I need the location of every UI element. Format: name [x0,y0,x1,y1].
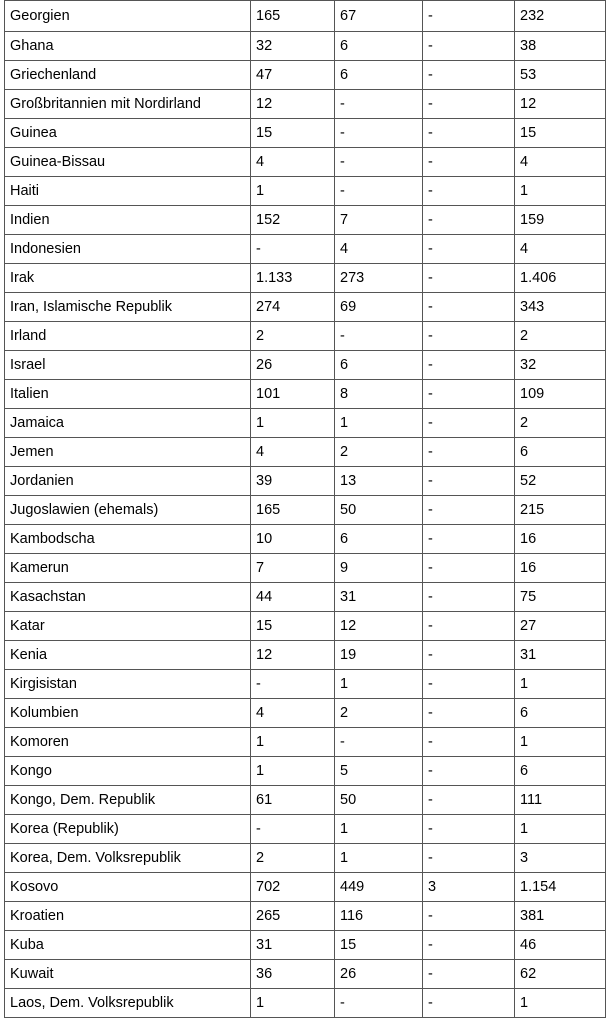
value-cell-1: 1 [251,989,335,1018]
value-cell-2: 5 [335,757,423,786]
country-cell: Kroatien [5,902,251,931]
value-cell-3: - [423,931,515,960]
total-cell: 111 [515,786,606,815]
total-cell: 1.154 [515,873,606,902]
value-cell-3: - [423,641,515,670]
country-cell: Korea (Republik) [5,815,251,844]
value-cell-3: - [423,148,515,177]
value-cell-1: - [251,235,335,264]
value-cell-3: - [423,786,515,815]
value-cell-3: - [423,61,515,90]
value-cell-2: 449 [335,873,423,902]
value-cell-2: 67 [335,1,423,32]
value-cell-2: 50 [335,496,423,525]
value-cell-3: - [423,409,515,438]
table-row [5,1,606,32]
value-cell-1: 26 [251,351,335,380]
value-cell-1: 15 [251,612,335,641]
value-cell-3: - [423,815,515,844]
total-cell: 38 [515,32,606,61]
value-cell-1: 44 [251,583,335,612]
value-cell-2: 31 [335,583,423,612]
table-body [5,1,606,1018]
country-cell: Jordanien [5,467,251,496]
table-row [5,612,606,641]
value-cell-3: - [423,322,515,351]
total-cell: 75 [515,583,606,612]
value-cell-2: 2 [335,438,423,467]
value-cell-1: 702 [251,873,335,902]
total-cell: 52 [515,467,606,496]
country-cell: Irak [5,264,251,293]
value-cell-2: 6 [335,61,423,90]
value-cell-2: - [335,90,423,119]
value-cell-1: 7 [251,554,335,583]
table-row [5,989,606,1018]
total-cell: 46 [515,931,606,960]
value-cell-3: - [423,206,515,235]
value-cell-2: - [335,119,423,148]
table-row [5,641,606,670]
table-row [5,119,606,148]
table-row [5,786,606,815]
total-cell: 232 [515,1,606,32]
table-row [5,699,606,728]
table-row [5,264,606,293]
country-cell: Griechenland [5,61,251,90]
value-cell-3: - [423,583,515,612]
total-cell: 343 [515,293,606,322]
total-cell: 159 [515,206,606,235]
value-cell-3: - [423,960,515,989]
value-cell-3: - [423,496,515,525]
value-cell-1: 274 [251,293,335,322]
total-cell: 1 [515,815,606,844]
value-cell-2: 15 [335,931,423,960]
value-cell-3: - [423,728,515,757]
total-cell: 3 [515,844,606,873]
country-cell: Israel [5,351,251,380]
table-row [5,322,606,351]
country-cell: Kambodscha [5,525,251,554]
table-row [5,554,606,583]
country-cell: Indien [5,206,251,235]
value-cell-2: 1 [335,844,423,873]
country-cell: Kasachstan [5,583,251,612]
value-cell-3: - [423,293,515,322]
value-cell-3: - [423,119,515,148]
table-row [5,380,606,409]
statistics-table-container [4,0,606,1018]
country-cell: Kuba [5,931,251,960]
table-row [5,409,606,438]
country-cell: Ghana [5,32,251,61]
value-cell-2: 273 [335,264,423,293]
total-cell: 4 [515,148,606,177]
country-cell: Guinea-Bissau [5,148,251,177]
table-row [5,467,606,496]
value-cell-2: 2 [335,699,423,728]
value-cell-3: - [423,264,515,293]
country-cell: Kosovo [5,873,251,902]
country-cell: Irland [5,322,251,351]
table-row [5,844,606,873]
value-cell-2: 13 [335,467,423,496]
value-cell-1: 152 [251,206,335,235]
country-cell: Georgien [5,1,251,32]
value-cell-1: 36 [251,960,335,989]
table-row [5,873,606,902]
value-cell-3: - [423,467,515,496]
value-cell-2: 7 [335,206,423,235]
value-cell-2: 69 [335,293,423,322]
value-cell-2: 8 [335,380,423,409]
table-row [5,496,606,525]
total-cell: 215 [515,496,606,525]
value-cell-1: 61 [251,786,335,815]
table-row [5,583,606,612]
value-cell-3: - [423,670,515,699]
value-cell-1: 4 [251,699,335,728]
table-row [5,90,606,119]
value-cell-3: - [423,380,515,409]
country-cell: Italien [5,380,251,409]
value-cell-3: - [423,525,515,554]
value-cell-1: 15 [251,119,335,148]
value-cell-1: 2 [251,844,335,873]
value-cell-2: 1 [335,409,423,438]
value-cell-1: 2 [251,322,335,351]
country-cell: Kirgisistan [5,670,251,699]
country-statistics-table [4,0,606,1018]
country-cell: Kamerun [5,554,251,583]
value-cell-2: 19 [335,641,423,670]
total-cell: 32 [515,351,606,380]
value-cell-2: 6 [335,525,423,554]
table-row [5,960,606,989]
value-cell-3: - [423,1,515,32]
country-cell: Kongo, Dem. Republik [5,786,251,815]
value-cell-2: 1 [335,815,423,844]
table-row [5,670,606,699]
table-row [5,206,606,235]
total-cell: 15 [515,119,606,148]
value-cell-3: - [423,90,515,119]
value-cell-1: 12 [251,90,335,119]
total-cell: 1 [515,989,606,1018]
value-cell-2: 116 [335,902,423,931]
total-cell: 1 [515,728,606,757]
total-cell: 1 [515,670,606,699]
country-cell: Laos, Dem. Volksrepublik [5,989,251,1018]
value-cell-2: 9 [335,554,423,583]
country-cell: Kenia [5,641,251,670]
value-cell-1: 1 [251,409,335,438]
country-cell: Guinea [5,119,251,148]
country-cell: Komoren [5,728,251,757]
value-cell-2: 6 [335,351,423,380]
total-cell: 1.406 [515,264,606,293]
total-cell: 2 [515,409,606,438]
value-cell-1: 4 [251,438,335,467]
country-cell: Großbritannien mit Nordirland [5,90,251,119]
value-cell-1: 1 [251,728,335,757]
country-cell: Korea, Dem. Volksrepublik [5,844,251,873]
value-cell-1: - [251,815,335,844]
value-cell-3: - [423,32,515,61]
total-cell: 27 [515,612,606,641]
value-cell-1: 31 [251,931,335,960]
value-cell-2: - [335,989,423,1018]
table-row [5,32,606,61]
value-cell-2: - [335,322,423,351]
value-cell-1: - [251,670,335,699]
total-cell: 16 [515,525,606,554]
value-cell-3: - [423,902,515,931]
value-cell-2: - [335,177,423,206]
table-row [5,902,606,931]
country-cell: Indonesien [5,235,251,264]
value-cell-3: - [423,177,515,206]
value-cell-1: 165 [251,1,335,32]
total-cell: 62 [515,960,606,989]
country-cell: Iran, Islamische Republik [5,293,251,322]
value-cell-2: 6 [335,32,423,61]
value-cell-1: 12 [251,641,335,670]
country-cell: Katar [5,612,251,641]
country-cell: Jamaica [5,409,251,438]
value-cell-2: 4 [335,235,423,264]
value-cell-2: 12 [335,612,423,641]
value-cell-1: 10 [251,525,335,554]
table-row [5,177,606,206]
value-cell-2: 26 [335,960,423,989]
total-cell: 16 [515,554,606,583]
value-cell-2: 50 [335,786,423,815]
total-cell: 109 [515,380,606,409]
value-cell-3: - [423,844,515,873]
table-row [5,815,606,844]
table-row [5,438,606,467]
value-cell-3: - [423,351,515,380]
value-cell-1: 1.133 [251,264,335,293]
total-cell: 12 [515,90,606,119]
value-cell-1: 47 [251,61,335,90]
country-cell: Kuwait [5,960,251,989]
country-cell: Jemen [5,438,251,467]
table-row [5,148,606,177]
country-cell: Haiti [5,177,251,206]
table-row [5,757,606,786]
value-cell-3: - [423,235,515,264]
value-cell-1: 265 [251,902,335,931]
value-cell-3: - [423,612,515,641]
value-cell-1: 1 [251,757,335,786]
value-cell-1: 165 [251,496,335,525]
total-cell: 6 [515,699,606,728]
value-cell-1: 39 [251,467,335,496]
value-cell-2: - [335,728,423,757]
value-cell-3: - [423,554,515,583]
value-cell-1: 32 [251,32,335,61]
value-cell-1: 101 [251,380,335,409]
total-cell: 31 [515,641,606,670]
value-cell-2: 1 [335,670,423,699]
value-cell-3: - [423,699,515,728]
country-cell: Kolumbien [5,699,251,728]
table-row [5,931,606,960]
table-row [5,351,606,380]
total-cell: 6 [515,438,606,467]
value-cell-3: - [423,438,515,467]
value-cell-1: 1 [251,177,335,206]
total-cell: 2 [515,322,606,351]
value-cell-3: 3 [423,873,515,902]
value-cell-3: - [423,989,515,1018]
value-cell-2: - [335,148,423,177]
total-cell: 4 [515,235,606,264]
total-cell: 6 [515,757,606,786]
value-cell-1: 4 [251,148,335,177]
table-row [5,61,606,90]
total-cell: 1 [515,177,606,206]
table-row [5,728,606,757]
table-row [5,235,606,264]
total-cell: 53 [515,61,606,90]
value-cell-3: - [423,757,515,786]
table-row [5,293,606,322]
country-cell: Jugoslawien (ehemals) [5,496,251,525]
table-row [5,525,606,554]
total-cell: 381 [515,902,606,931]
country-cell: Kongo [5,757,251,786]
